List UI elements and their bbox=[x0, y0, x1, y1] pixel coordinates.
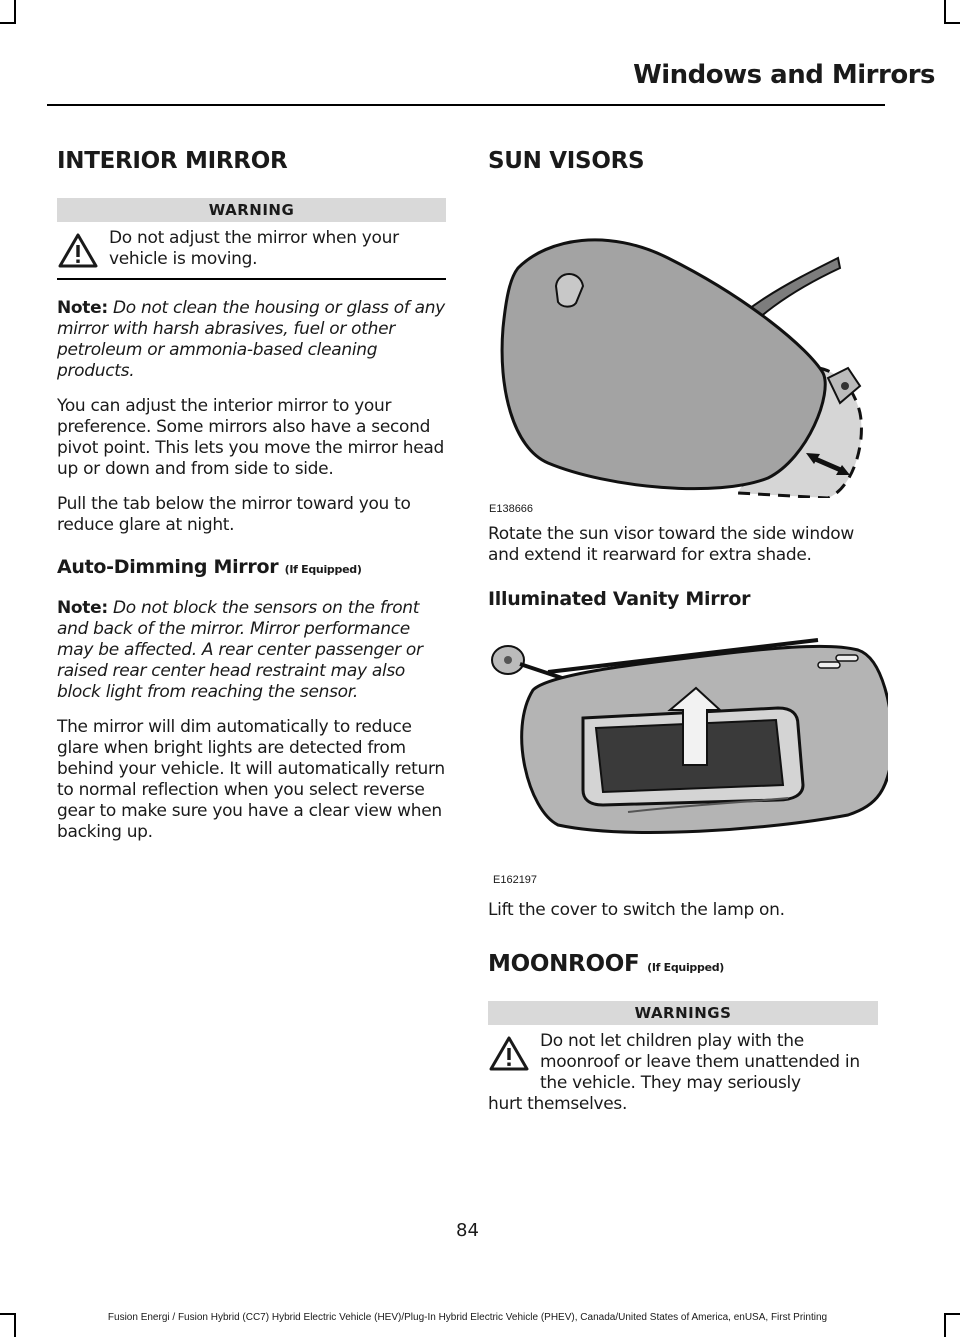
vanity-mirror-illustration bbox=[488, 630, 888, 886]
left-column bbox=[57, 140, 446, 857]
note-label: Note: bbox=[57, 598, 108, 618]
body-paragraph: Rotate the sun visor toward the side window and extend it rearward for extra shade. bbox=[488, 524, 855, 565]
warning-box bbox=[488, 1031, 878, 1123]
if-equipped-label: (If Equipped) bbox=[647, 961, 725, 974]
warning-heading: WARNINGS bbox=[488, 1001, 878, 1025]
crop-mark bbox=[944, 22, 960, 24]
body-paragraph: The mirror will dim automatically to reduce glare when bright lights are detected from behind your vehicle. It will automatically return to normal reflection when you select reverse gear to make sure you have a clear view when backing up. bbox=[57, 717, 445, 842]
figure-label: E162197 bbox=[493, 874, 538, 886]
figure-label: E138666 bbox=[489, 503, 534, 515]
crop-mark bbox=[14, 0, 16, 24]
warning-heading: WARNING bbox=[57, 198, 446, 222]
subsection-title-auto-dimming bbox=[57, 556, 446, 578]
section-title-interior-mirror: INTERIOR MIRROR bbox=[57, 148, 288, 174]
body-paragraph: You can adjust the interior mirror to your preference. Some mirrors also have a second pivot point. This lets you move the mirror head up or down and from side to side. bbox=[57, 396, 445, 479]
note-text: Do not block the sensors on the front and back of the mirror. Mirror performance may be affected. A rear center passenger or raised rear center head restraint may also block light from reaching the sensor. bbox=[57, 598, 423, 702]
body-paragraph: Pull the tab below the mirror toward you to reduce glare at night. bbox=[57, 494, 411, 535]
warning-box bbox=[57, 228, 446, 280]
subsection-title-text: Auto-Dimming Mirror bbox=[57, 556, 279, 578]
page-number: 84 bbox=[456, 1220, 479, 1241]
section-title-sun-visors: SUN VISORS bbox=[488, 148, 645, 174]
warning-triangle-icon bbox=[488, 1035, 530, 1073]
warning-text: Do not let children play with the moonroof or leave them unattended in the vehicle. They may seriously bbox=[540, 1031, 860, 1093]
subsection-title-vanity-mirror: Illuminated Vanity Mirror bbox=[488, 588, 751, 610]
note-text: Do not clean the housing or glass of any mirror with harsh abrasives, fuel or other petroleum or ammonia-based cleaning products. bbox=[57, 298, 445, 381]
page-footer: Fusion Energi / Fusion Hybrid (CC7) Hybrid Electric Vehicle (HEV)/Plug-In Hybrid Electric Vehicle (PHEV), Canada/United States of America, enUSA, First Printing bbox=[107, 1312, 828, 1323]
crop-mark bbox=[944, 0, 946, 24]
section-title-text: MOONROOF bbox=[488, 951, 640, 977]
vanity-mirror-drawing bbox=[488, 630, 888, 870]
sun-visor-drawing bbox=[488, 188, 878, 498]
body-paragraph: Lift the cover to switch the lamp on. bbox=[488, 900, 785, 920]
right-column bbox=[488, 140, 878, 1123]
crop-mark bbox=[944, 1313, 946, 1337]
page-header-title: Windows and Mirrors bbox=[633, 60, 935, 90]
warning-text-continued: hurt themselves. bbox=[488, 1094, 628, 1114]
sun-visor-illustration bbox=[488, 188, 878, 515]
crop-mark bbox=[944, 1313, 960, 1315]
note-label: Note: bbox=[57, 298, 108, 318]
note-paragraph bbox=[57, 598, 446, 703]
crop-mark bbox=[0, 22, 16, 24]
warning-text: Do not adjust the mirror when your vehicle is moving. bbox=[109, 228, 399, 269]
if-equipped-label: (If Equipped) bbox=[284, 563, 362, 576]
warning-triangle-icon bbox=[57, 232, 99, 270]
section-title-moonroof bbox=[488, 951, 878, 977]
note-paragraph bbox=[57, 298, 446, 382]
header-rule bbox=[47, 104, 885, 106]
